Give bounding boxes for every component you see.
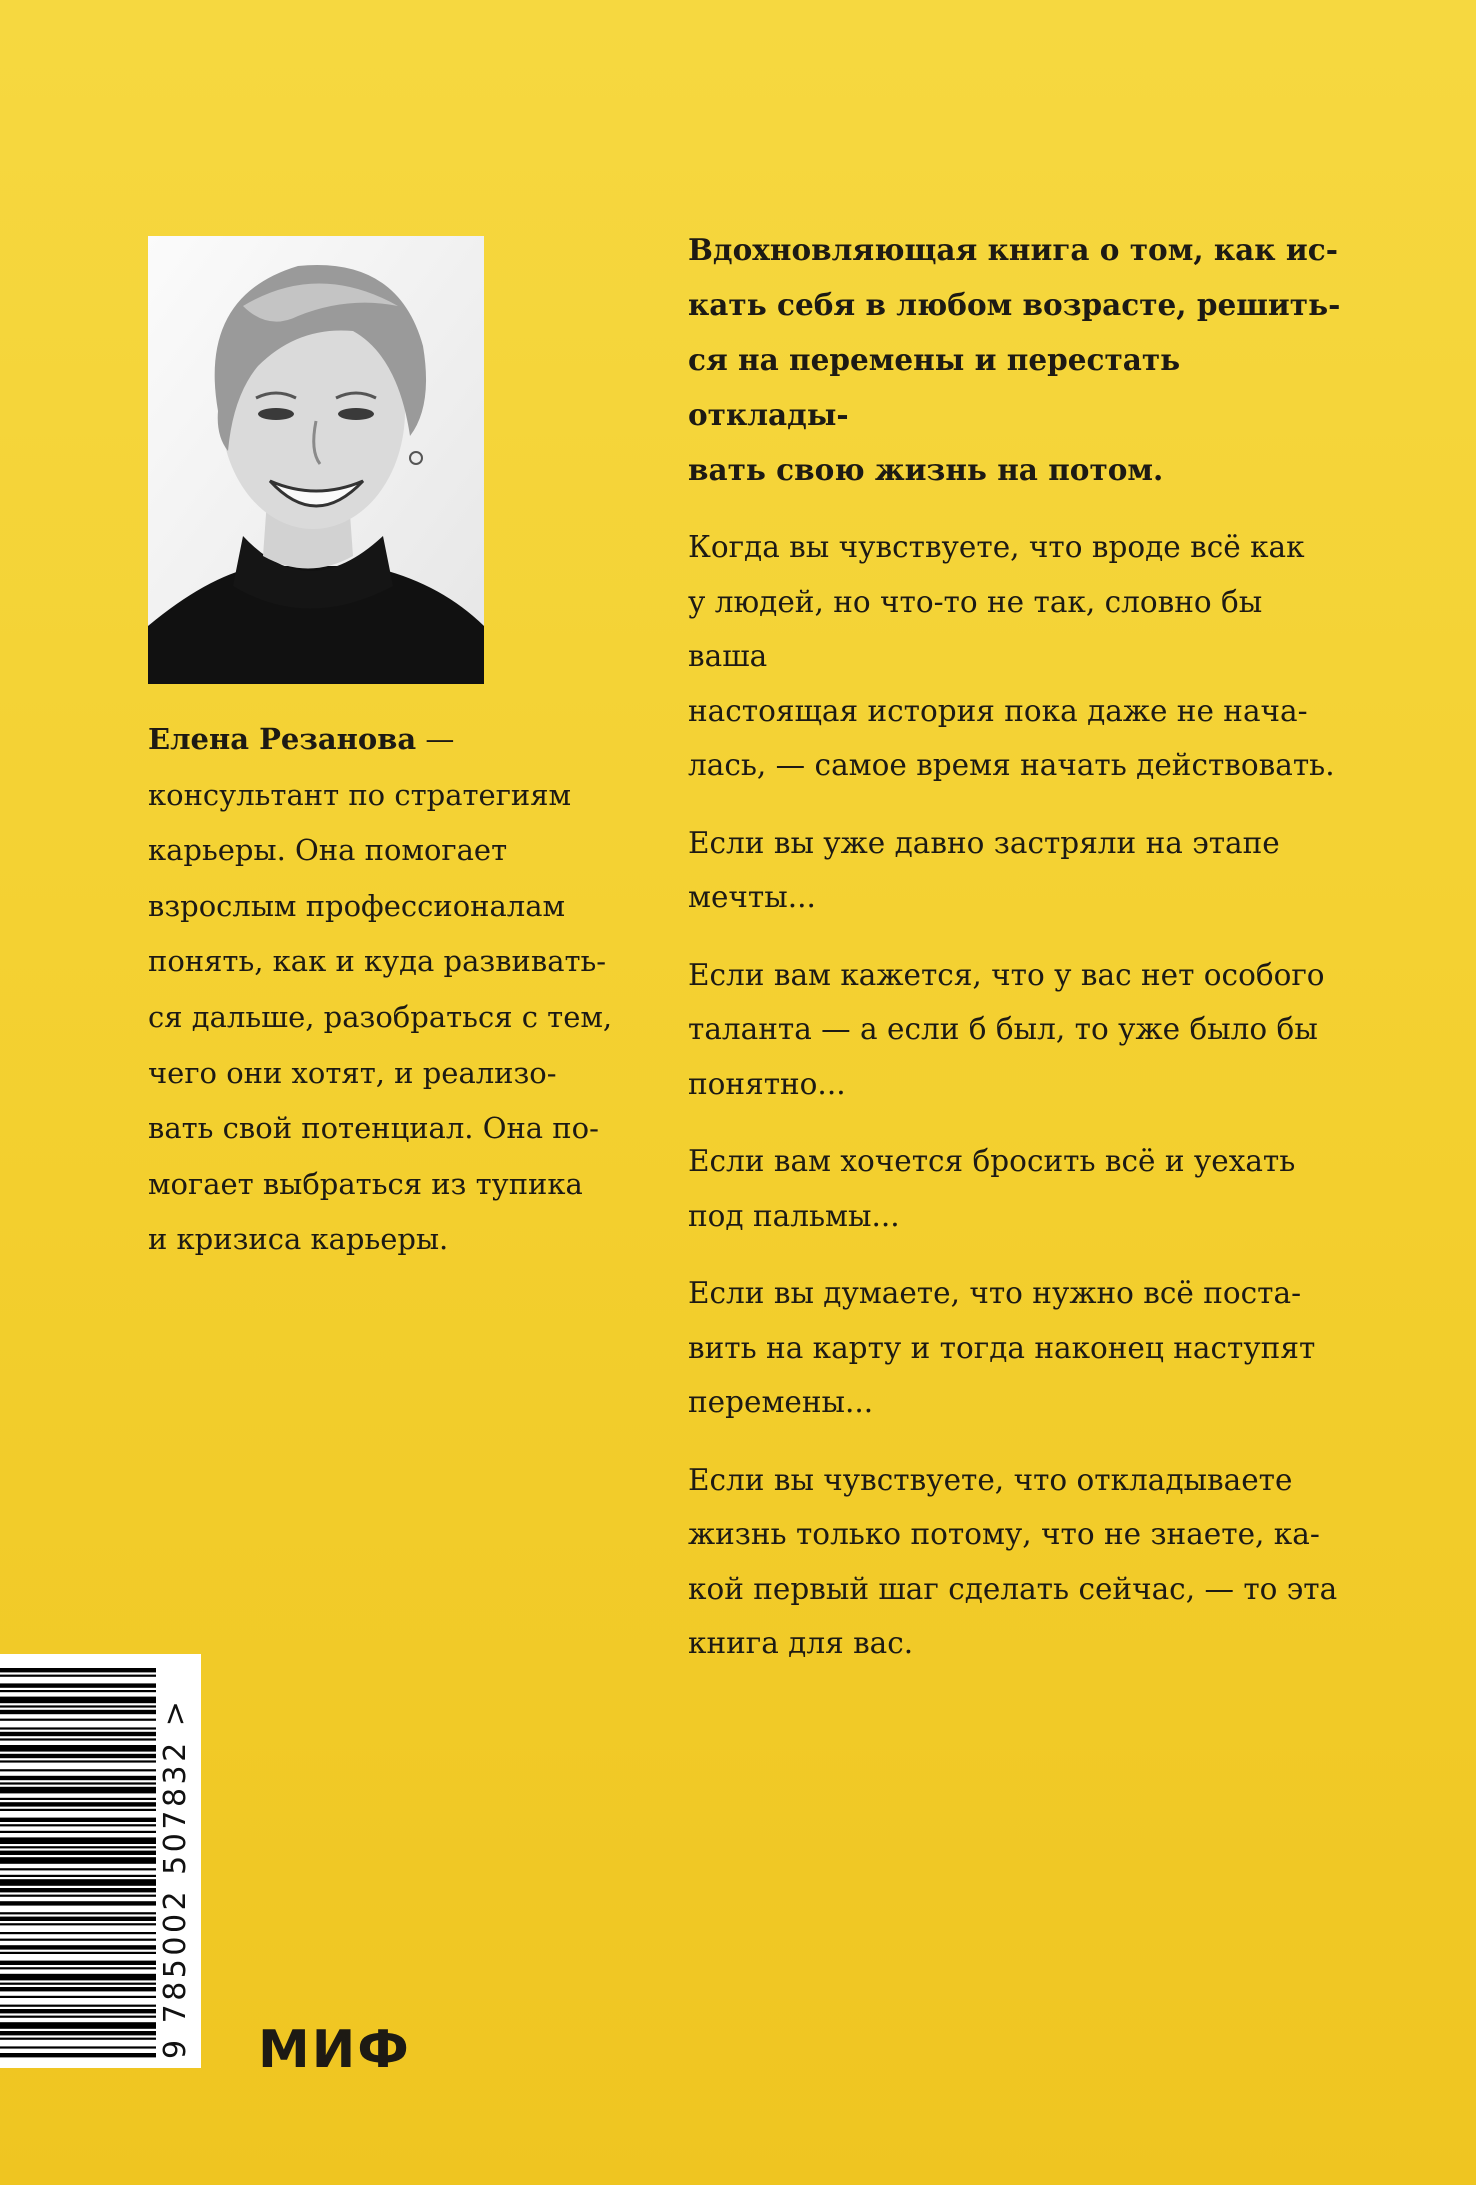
- barcode-bar: [0, 1727, 156, 1729]
- barcode-bar: [0, 1851, 156, 1855]
- barcode-bar: [0, 1983, 156, 1985]
- author-bio-text: — консультант по стратегиям карьеры. Она помогает взрослым профессионалам понять, как и куда развивать- ся дальше, разобраться с тем, чего они хотят, и реализо- вать свой потенциал. Она по- могает выбраться из тупика и кризиса карьеры.: [148, 722, 613, 1257]
- barcode-bar: [0, 1868, 156, 1870]
- blurb-paragraph: Если вы чувствуете, что откладываете жизнь только потому, что не знаете, ка- кой первый шаг сделать сейчас, — то эта книга для вас.: [688, 1462, 1338, 1660]
- barcode-bar: [0, 1888, 156, 1892]
- barcode-bar: [0, 1738, 156, 1740]
- author-bio: [148, 712, 628, 1268]
- barcode-bar: [0, 1668, 156, 1672]
- blurb-paragraph: Если вам кажется, что у вас нет особого таланта — а если б был, то уже было бы понятно...: [688, 957, 1325, 1101]
- barcode-bar: [0, 2031, 156, 2035]
- barcode-bar: [0, 2046, 156, 2048]
- barcode-bar: [0, 1917, 156, 1921]
- blurb-column: [688, 222, 1348, 1694]
- author-name: Елена Резанова: [148, 722, 417, 756]
- barcode-bar: [0, 1895, 156, 1897]
- barcode-bar: [0, 1987, 156, 1991]
- barcode-bar: [0, 1705, 156, 1707]
- barcode-bar: [0, 1967, 156, 1969]
- barcode-bar: [0, 1824, 156, 1826]
- barcode-bar: [0, 2016, 156, 2018]
- barcode-bar: [0, 1675, 156, 1677]
- blurb-paragraph: Когда вы чувствуете, что вроде всё как у людей, но что-то не так, словно бы ваша настоящая история пока даже не нача- лась, — самое время начать действовать.: [688, 530, 1335, 782]
- barcode-bar: [0, 1809, 156, 1811]
- blurb-paragraph: Если вы думаете, что нужно всё поста- вить на карту и тогда наконец наступят перемены...: [688, 1276, 1316, 1419]
- barcode-bar: [0, 1996, 156, 1998]
- barcode-bar: [0, 2022, 156, 2029]
- barcode-bar: [0, 1697, 156, 1704]
- blurb-paragraph: Если вы уже давно застряли на этапе мечты...: [688, 825, 1280, 914]
- barcode-bar: [0, 1846, 156, 1848]
- barcode-bar: [0, 1912, 156, 1914]
- barcode-bar: [0, 1939, 156, 1941]
- isbn-barcode: [0, 1654, 201, 2068]
- blurb-lead: Вдохновляющая книга о том, как ис- кать себя в любом возрасте, решить- ся на перемены и перестать отклады- вать свою жизнь на потом.: [688, 232, 1341, 487]
- barcode-bar: [0, 1818, 156, 1822]
- barcode-bar: [0, 1745, 156, 1752]
- barcode-bar: [0, 1923, 156, 1925]
- barcode-bar: [0, 1952, 156, 1954]
- isbn-digits: 9 785002 507832 >: [158, 1697, 193, 2059]
- barcode-bar: [0, 2053, 156, 2057]
- barcode-bar: [0, 1776, 156, 1780]
- barcode-bar: [0, 1760, 156, 1762]
- publisher-logo: МИФ: [258, 2020, 411, 2080]
- barcode-bar: [0, 1831, 156, 1833]
- barcode-bar: [0, 2009, 156, 2013]
- barcode-bar: [0, 1932, 156, 1934]
- barcode-bar: [0, 2005, 156, 2007]
- barcode-bar: [0, 1690, 156, 1692]
- barcode-bar: [0, 1974, 156, 1981]
- barcode-bar: [0, 1754, 156, 1758]
- barcode-bar: [0, 1857, 156, 1864]
- barcode-bar: [0, 1879, 156, 1886]
- barcode-bar: [0, 1802, 156, 1806]
- barcode-bar: [0, 1787, 156, 1794]
- barcode-bar: [0, 1732, 156, 1736]
- barcode-bar: [0, 1710, 156, 1714]
- barcode-bar: [0, 1719, 156, 1721]
- barcode-bar: [0, 2038, 156, 2040]
- barcode-bar: [0, 1683, 156, 1687]
- barcode-bar: [0, 1798, 156, 1800]
- barcode-bar: [0, 1837, 156, 1844]
- barcode-bar: [0, 1945, 156, 1949]
- barcode-bar: [0, 1875, 156, 1877]
- author-photo: [148, 236, 484, 684]
- barcode-bar: [0, 1769, 156, 1771]
- blurb-paragraph: Если вам хочется бросить всё и уехать под пальмы...: [688, 1144, 1296, 1233]
- barcode-bar: [0, 1901, 156, 1905]
- barcode-bar: [0, 1961, 156, 1965]
- barcode-bar: [0, 1782, 156, 1784]
